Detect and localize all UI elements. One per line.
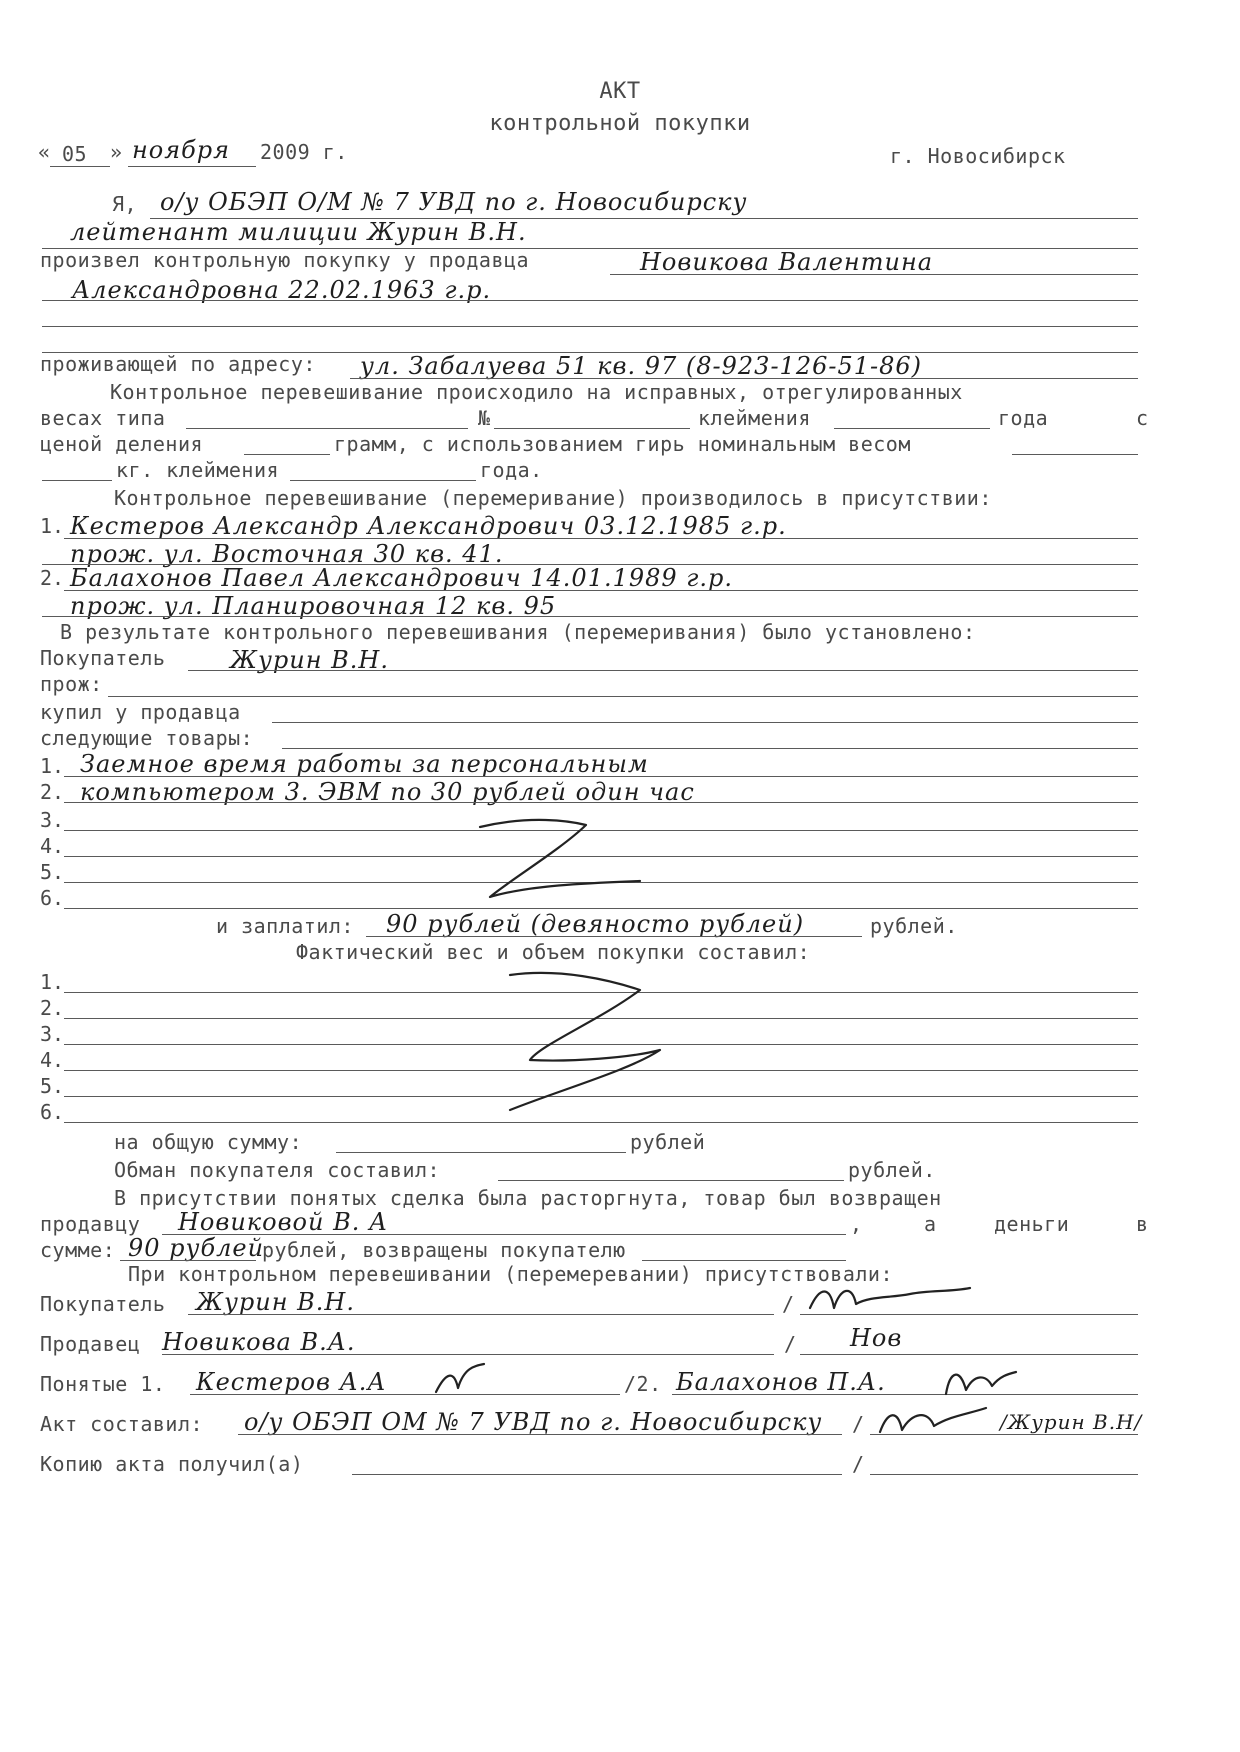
sign-seller-label: Продавец	[40, 1332, 141, 1356]
cancel-returned: рублей, возвращены покупателю	[262, 1238, 626, 1262]
date-day-line	[50, 166, 110, 167]
cancel-seller-name: Новиковой В. А	[178, 1208, 389, 1236]
scales-weights-label: грамм, с использованием гирь номинальным весом	[334, 432, 911, 456]
actual-rule	[64, 1122, 1138, 1123]
cross-out-scribble	[490, 950, 690, 1120]
presence-line: Контрольное перевешивание (перемеривание) производилось в присутствии:	[114, 486, 992, 510]
seller-line-2-rule	[42, 300, 1138, 301]
witness-1-rule	[64, 538, 1138, 539]
witnesses-label: Понятые 1.	[40, 1372, 166, 1396]
goods-number: 1.	[40, 754, 65, 778]
bought-rule	[272, 722, 1138, 723]
seller-name-rule	[610, 274, 1138, 275]
scales-stamp-label: клеймения	[698, 406, 811, 430]
ya-label: Я,	[112, 192, 138, 216]
total-rule	[336, 1152, 626, 1153]
paid-unit: рублей.	[870, 914, 958, 938]
goods-rule	[64, 802, 1138, 803]
witness-2-name: Балахонов Павел Александрович 14.01.1989 г.р.	[70, 564, 734, 592]
cancel-seller-label: продавцу	[40, 1212, 141, 1236]
document-title: АКТ	[599, 79, 641, 104]
scales-stamp-rule	[834, 428, 990, 429]
seller-name-line-2: Александровна 22.02.1963 г.р.	[72, 276, 492, 304]
sign-seller-signature-rule	[800, 1354, 1138, 1355]
sign-seller-rule	[162, 1354, 774, 1355]
scales-kg-year-rule	[290, 480, 476, 481]
buyer-signature	[800, 1278, 980, 1318]
scales-line-1: Контрольное перевешивание происходило на исправных, отрегулированных	[110, 380, 963, 404]
composed-slash: /	[852, 1412, 865, 1436]
present-line: При контрольном перевешивании (перемеревании) присутствовали:	[128, 1262, 894, 1286]
copy-rule	[352, 1474, 842, 1475]
sign-slash: /	[782, 1292, 795, 1316]
witness-2-num: /2.	[624, 1372, 662, 1396]
copy-sign-rule	[870, 1474, 1138, 1475]
scales-division-label: ценой деления	[40, 432, 204, 456]
composed-officer: о/у ОБЭП ОМ № 7 УВД по г. Новосибирску	[244, 1408, 823, 1436]
document-subtitle: контрольной покупки	[489, 111, 751, 136]
address-label: проживающей по адресу:	[40, 352, 316, 376]
result-line: В результате контрольного перевешивания (перемеривания) было установлено:	[60, 620, 976, 644]
scales-weights-rule	[1012, 454, 1138, 455]
date-close-quote: »	[110, 140, 123, 164]
witness-2-sign-rule	[672, 1394, 1138, 1395]
scales-s-label: с	[1136, 406, 1149, 430]
seller-name: Новикова Валентина	[640, 248, 934, 276]
goods-rule	[64, 776, 1138, 777]
cancel-a: а	[924, 1212, 937, 1236]
sign-buyer-label: Покупатель	[40, 1292, 166, 1316]
goods-number: 3.	[40, 808, 65, 832]
witness-1-address: прож. ул. Восточная 30 кв. 41.	[70, 540, 504, 568]
goods-number: 5.	[40, 860, 65, 884]
witness-2-signature	[940, 1360, 1020, 1400]
goods-item-1: Заемное время работы за персональным	[80, 750, 649, 778]
witness-2-address-rule	[42, 616, 1138, 617]
witness-1-signature	[430, 1360, 490, 1400]
composed-rule	[238, 1434, 842, 1435]
cancel-seller-rule	[162, 1234, 846, 1235]
witness-1-name: Кестеров Александр Александрович 03.12.1985 г.р.	[70, 512, 787, 540]
cancel-v: в	[1136, 1212, 1149, 1236]
actual-label: Фактический вес и объем покупки составил:	[296, 940, 811, 964]
witness-1-sign-rule	[190, 1394, 620, 1395]
fraud-label: Обман покупателя составил:	[114, 1158, 441, 1182]
paid-rule	[366, 936, 862, 937]
scales-division-rule	[244, 454, 330, 455]
fraud-unit: рублей.	[848, 1158, 936, 1182]
address-rule	[350, 378, 1138, 379]
paid-label: и заплатил:	[216, 914, 354, 938]
cancel-sum-rule	[120, 1260, 256, 1261]
date-year: 2009 г.	[260, 140, 348, 164]
witness-2-rule	[64, 590, 1138, 591]
scales-number-label: №	[478, 406, 491, 430]
cancel-line-1: В присутствии понятых сделка была расторгнута, товар был возвращен	[114, 1186, 942, 1210]
actual-number: 2.	[40, 996, 65, 1020]
prozh-label: прож:	[40, 672, 103, 696]
goods-label-rule	[282, 748, 1138, 749]
date-day: 05	[62, 142, 88, 166]
cancel-sum-amount: 90 рублей	[128, 1234, 265, 1262]
sign-buyer-rule	[188, 1314, 774, 1315]
goods-number: 6.	[40, 886, 65, 910]
sign-buyer-name: Журин В.Н.	[196, 1288, 355, 1316]
actual-number: 1.	[40, 970, 65, 994]
fraud-rule	[498, 1180, 844, 1181]
officer-line-1: о/у ОБЭП О/М № 7 УВД по г. Новосибирску	[160, 188, 748, 216]
witness-2-address: прож. ул. Планировочная 12 кв. 95	[70, 592, 557, 620]
sign-slash: /	[784, 1332, 797, 1356]
sign-seller-name: Новикова В.А.	[162, 1328, 356, 1356]
actual-number: 4.	[40, 1048, 65, 1072]
buyer-name: Журин В.Н.	[230, 646, 389, 674]
witness-2-number: 2.	[40, 566, 65, 590]
total-unit: рублей	[630, 1130, 706, 1154]
seller-signature: Нов	[850, 1324, 903, 1352]
actual-number: 5.	[40, 1074, 65, 1098]
paid-amount: 90 рублей (девяносто рублей)	[386, 910, 805, 938]
goods-number: 2.	[40, 780, 65, 804]
composed-officer-name: /Журин В.Н/	[1000, 1410, 1143, 1434]
composed-label: Акт составил:	[40, 1412, 204, 1436]
actual-number: 6.	[40, 1100, 65, 1124]
witness-1-number: 1.	[40, 514, 65, 538]
scales-year-label: года	[998, 406, 1049, 430]
produced-label: произвел контрольную покупку у продавца	[40, 248, 530, 272]
buyer-rule	[188, 670, 1138, 671]
date-month: ноября	[132, 136, 231, 164]
scales-kg-rule	[42, 480, 112, 481]
copy-slash: /	[852, 1452, 865, 1476]
scales-type-rule	[186, 428, 468, 429]
goods-item-2: компьютером 3. ЭВМ по 30 рублей один час	[80, 778, 695, 806]
officer-line-2: лейтенант милиции Журин В.Н.	[70, 218, 527, 246]
scales-type-label: весах типа	[40, 406, 166, 430]
cancel-sum-label: сумме:	[40, 1238, 116, 1262]
witness-2-signature-name: Балахонов П.А.	[676, 1368, 886, 1396]
cancel-returned-rule	[642, 1260, 846, 1261]
date-open-quote: «	[38, 140, 51, 164]
bought-label: купил у продавца	[40, 700, 241, 724]
city: г. Новосибирск	[890, 144, 1066, 168]
cancel-money: деньги	[994, 1212, 1070, 1236]
blank-line-1	[42, 326, 1138, 327]
cross-out-scribble	[470, 805, 650, 915]
goods-number: 4.	[40, 834, 65, 858]
scales-kg-year-label: года.	[480, 458, 543, 482]
goods-label: следующие товары:	[40, 726, 254, 750]
seller-address: ул. Забалуева 51 кв. 97 (8-923-126-51-86)	[360, 352, 923, 380]
witness-1-signature-name: Кестеров А.А	[196, 1368, 387, 1396]
copy-label: Копию акта получил(а)	[40, 1452, 304, 1476]
scales-number-rule	[494, 428, 690, 429]
scales-kg-label: кг. клеймения	[116, 458, 280, 482]
prozh-rule	[108, 696, 1138, 697]
composer-signature	[872, 1400, 992, 1440]
date-month-line	[128, 166, 256, 167]
cancel-comma: ,	[850, 1212, 863, 1236]
total-label: на общую сумму:	[114, 1130, 303, 1154]
actual-number: 3.	[40, 1022, 65, 1046]
buyer-label: Покупатель	[40, 646, 166, 670]
